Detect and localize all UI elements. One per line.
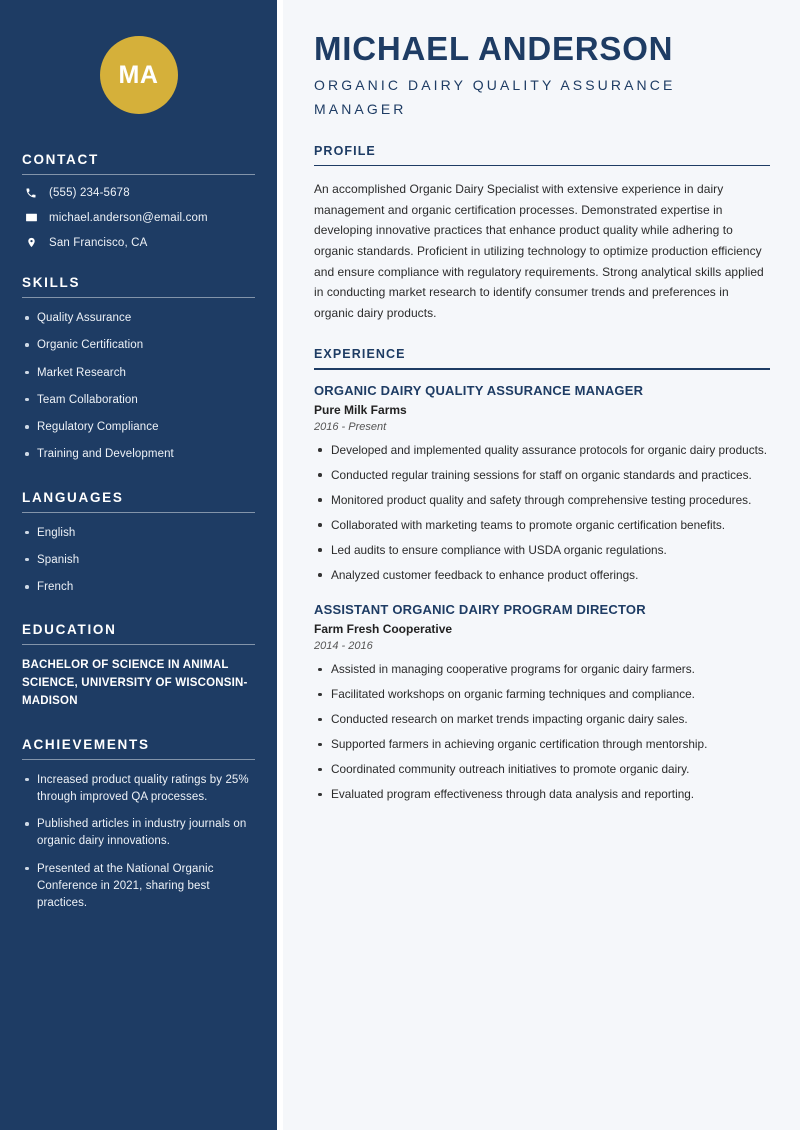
- contact-row-phone[interactable]: [22, 187, 255, 199]
- section-profile: [314, 144, 770, 324]
- list-item: Coordinated community outreach initiatives to promote organic dairy.: [314, 761, 770, 779]
- list-item: Quality Assurance: [22, 310, 255, 327]
- experience-bullet-list: [314, 661, 770, 804]
- experience-job-title: ASSISTANT ORGANIC DAIRY PROGRAM DIRECTOR: [314, 602, 646, 618]
- list-item: Collaborated with marketing teams to promote organic certification benefits.: [314, 517, 770, 535]
- languages-heading: LANGUAGES: [22, 489, 124, 505]
- avatar: MA: [100, 36, 178, 114]
- list-item: French: [22, 579, 255, 596]
- languages-list: [22, 525, 255, 597]
- list-item: Conducted regular training sessions for staff on organic standards and practices.: [314, 467, 770, 485]
- experience-dates: 2014 - 2016: [314, 640, 373, 653]
- achievements-divider: [22, 759, 255, 760]
- list-item: Supported farmers in achieving organic certification through mentorship.: [314, 736, 770, 754]
- profile-heading: PROFILE: [314, 143, 376, 158]
- experience-bullet-list: [314, 442, 770, 585]
- languages-divider: [22, 512, 255, 513]
- list-item: Led audits to ensure compliance with USDA organic regulations.: [314, 542, 770, 560]
- experience-entry: [314, 602, 770, 804]
- skills-divider: [22, 297, 255, 298]
- list-item: Spanish: [22, 552, 255, 569]
- list-item: Team Collaboration: [22, 392, 255, 409]
- list-item: Increased product quality ratings by 25% through improved QA processes.: [22, 772, 255, 807]
- avatar-container: [22, 0, 255, 152]
- contact-phone-text: (555) 234-5678: [49, 187, 130, 199]
- list-item: Market Research: [22, 365, 255, 382]
- experience-company: Farm Fresh Cooperative: [314, 622, 453, 637]
- sidebar-section-achievements: [22, 737, 255, 913]
- contact-heading: CONTACT: [22, 152, 99, 167]
- section-experience: [314, 347, 770, 804]
- achievements-list: [22, 772, 255, 913]
- main-content: [277, 0, 800, 1130]
- phone-icon: [22, 187, 40, 199]
- list-item: Regulatory Compliance: [22, 419, 255, 436]
- profile-divider: [314, 165, 770, 167]
- list-item: Conducted research on market trends impacting organic dairy sales.: [314, 711, 770, 729]
- list-item: English: [22, 525, 255, 542]
- page-title: MICHAEL ANDERSON: [314, 30, 674, 67]
- list-item: Assisted in managing cooperative programs for organic dairy farmers.: [314, 661, 770, 679]
- profile-text: An accomplished Organic Dairy Specialist with extensive experience in dairy management and organic certification processes. Demonstrated expertise in developing innovative practices that enhance product quality while adhering to organic standards. Proficient in utilizing technology to optimize production efficiency and ensure compliance with regulatory requirements. Strong analytical skills applied in conducting market research to identify consumer trends and preferences in organic dairy products.: [314, 182, 764, 320]
- contact-email-text: michael.anderson@email.com: [49, 211, 208, 224]
- list-item: Monitored product quality and safety through comprehensive testing procedures.: [314, 492, 770, 510]
- list-item: Analyzed customer feedback to enhance product offerings.: [314, 567, 770, 585]
- skills-list: [22, 310, 255, 464]
- contact-location-text: San Francisco, CA: [49, 236, 148, 249]
- job-title-subtitle: ORGANIC DAIRY QUALITY ASSURANCE MANAGER: [314, 76, 676, 117]
- sidebar-section-languages: [22, 490, 255, 597]
- sidebar-section-skills: [22, 275, 255, 464]
- experience-job-title: ORGANIC DAIRY QUALITY ASSURANCE MANAGER: [314, 382, 644, 398]
- list-item: Training and Development: [22, 446, 255, 463]
- list-item: Facilitated workshops on organic farming techniques and compliance.: [314, 686, 770, 704]
- experience-divider: [314, 368, 770, 370]
- skills-heading: SKILLS: [22, 275, 81, 290]
- education-divider: [22, 644, 255, 645]
- list-item: Developed and implemented quality assurance protocols for organic dairy products.: [314, 442, 770, 460]
- list-item: Presented at the National Organic Conference in 2021, sharing best practices.: [22, 861, 255, 913]
- list-item: Published articles in industry journals on organic dairy innovations.: [22, 816, 255, 851]
- sidebar-section-contact: [22, 152, 255, 249]
- experience-company: Pure Milk Farms: [314, 402, 407, 417]
- list-item: Organic Certification: [22, 337, 255, 354]
- achievements-heading: ACHIEVEMENTS: [22, 736, 150, 752]
- contact-row-location[interactable]: [22, 236, 255, 249]
- experience-dates: 2016 - Present: [314, 420, 387, 433]
- contact-row-email[interactable]: [22, 211, 255, 224]
- sidebar: [0, 0, 277, 1130]
- education-heading: EDUCATION: [22, 622, 117, 638]
- experience-heading: EXPERIENCE: [314, 347, 406, 362]
- list-item: Evaluated program effectiveness through data analysis and reporting.: [314, 786, 770, 804]
- envelope-icon: [22, 211, 40, 224]
- education-degree: BACHELOR OF SCIENCE IN ANIMAL SCIENCE, UNIVERSITY OF WISCONSIN-MADISON: [22, 659, 248, 707]
- contact-divider: [22, 174, 255, 175]
- experience-entry: [314, 383, 770, 585]
- location-pin-icon: [22, 236, 40, 249]
- sidebar-section-education: [22, 622, 255, 710]
